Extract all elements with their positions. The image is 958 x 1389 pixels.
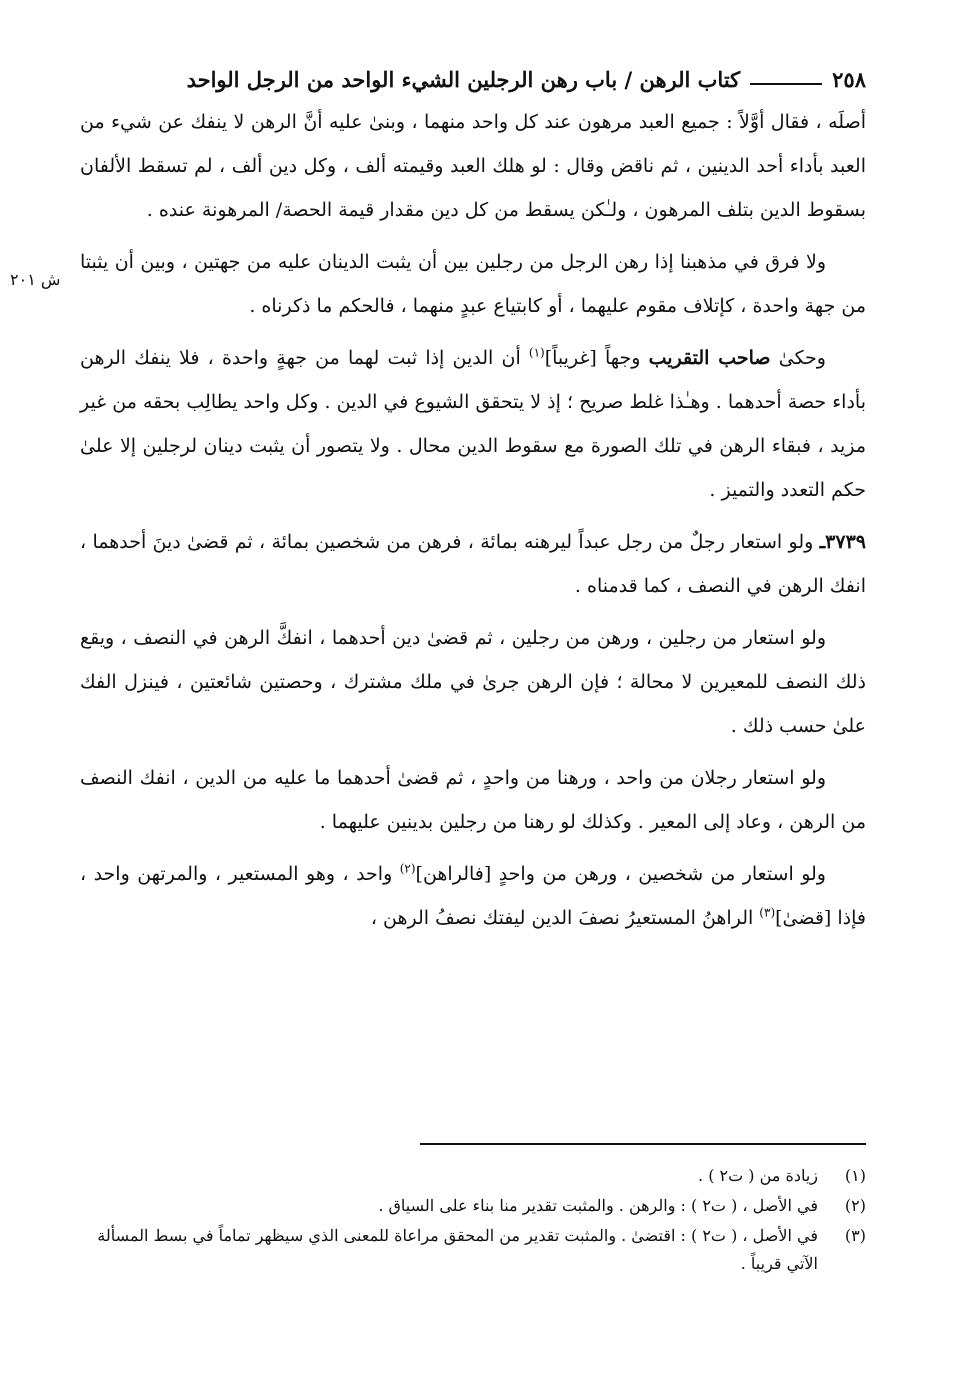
page-body: [80, 60, 866, 948]
paragraph-3: [80, 336, 866, 512]
paragraph-2: ولا فرق في مذهبنا إذا رهن الرجل من رجلين بين أن يثبت الدينان عليه من جهتين ، وبين أن يثبتا من جهة واحدة ، كإتلاف مقوم عليهما ، أو كابتياع عبدٍ منهما ، فالحكم ما ذكرناه .: [80, 251, 866, 317]
header-title: كتاب الرهن / باب رهن الرجلين الشيء الواحد من الرجل الواحد: [186, 67, 741, 92]
footnote-ref-3: (٣): [759, 905, 776, 920]
footnote-separator: [420, 1143, 866, 1145]
footnote-number: (٢): [844, 1196, 866, 1215]
paragraph-7: [80, 852, 866, 940]
footnote-number: (٣): [844, 1226, 866, 1245]
footnote-number: (١): [844, 1166, 866, 1185]
footnote-2: [80, 1192, 866, 1220]
footnote-3: [80, 1222, 866, 1278]
text-run: وحكىٰ: [770, 347, 826, 369]
footnotes: [80, 1162, 866, 1280]
footnote-ref-1: (١): [528, 345, 545, 360]
footnote-text: في الأصل ، ( ت٢ ) : والرهن . والمثبت تقدير منا بناء على السياق .: [378, 1196, 818, 1215]
footnote-1: [80, 1162, 866, 1190]
cited-author: صاحب التقريب: [648, 347, 771, 369]
paragraph-1: أصلَه ، فقال أوَّلاً : جميع العبد مرهون عند كل واحد منهما ، وبنىٰ عليه أنَّ الرهن لا ينفك عن شيء من العبد بأداء أحد الدينين ، ثم ناقض وقال : لو هلك العبد وقيمته ألف ، وكل دين ألف ، لم تسقط الألفان بسقوط الدين بتلف المرهون ، ولـٰكن يسقط من كل دين مقدار قيمة الحصة/ المرهونة عنده .: [80, 111, 866, 221]
paragraph-5: ولو استعار من رجلين ، ورهن من رجلين ، ثم قضىٰ دين أحدهما ، انفكَّ الرهن في النصف ، ويقع ذلك النصف للمعيرين لا محالة ؛ فإن الرهن جرىٰ في ملك مشترك ، وحصتين شائعتين ، فينزل الفك علىٰ حسب ذلك .: [80, 627, 866, 737]
text-run: الراهنُ المستعيرُ نصفَ الدين ليفتك نصفُ الرهن ،: [370, 907, 760, 929]
text-run: وجهاً [غريباً]: [544, 347, 649, 369]
text-run: ولو استعار من شخصين ، ورهن من واحدٍ [فالراهن]: [415, 863, 826, 885]
page-number: ٢٥٨: [832, 67, 866, 92]
paragraph-4: [80, 520, 866, 608]
running-header: [80, 60, 866, 100]
margin-folio-note: ش ٢٠١: [10, 270, 61, 289]
header-rule: [750, 83, 822, 85]
footnote-ref-2: (٢): [399, 861, 416, 876]
issue-number: ٣٧٣٩ـ: [819, 531, 866, 553]
paragraph-6: ولو استعار رجلان من واحد ، ورهنا من واحدٍ ، ثم قضىٰ أحدهما ما عليه من الدين ، انفك النصف من الرهن ، وعاد إلى المعير . وكذلك لو رهنا من رجلين بدينين عليهما .: [80, 767, 866, 833]
text-run: ولو استعار رجلٌ من رجل عبداً ليرهنه بمائة ، فرهن من شخصين بمائة ، ثم قضىٰ دينَ أحدهما ، انفك الرهن في النصف ، كما قدمناه .: [80, 531, 866, 597]
footnote-text: زيادة من ( ت٢ ) .: [698, 1166, 818, 1185]
text-run: أن الدين إذا ثبت لهما من جهةٍ واحدة ، فلا ينفك الرهن بأداء حصة أحدهما . وهـٰذا غلط صريح ؛ إذ لا يتحقق الشيوع في الدين . وكل واحد يطالِب بحقه من غير مزيد ، فبقاء الرهن في تلك الصورة مع سقوط الدين محال . ولا يتصور أن يثبت دينان لرجلين إلا علىٰ حكم التعدد والتميز .: [80, 347, 866, 501]
footnote-text: في الأصل ، ( ت٢ ) : اقتضىٰ . والمثبت تقدير من المحقق مراعاة للمعنى الذي سيظهر تماماً في بسط المسألة الآتي قريباً .: [97, 1226, 818, 1273]
text-run: واحد ، وهو المستعير ، والمرتهن واحد ، فإذا [قضىٰ]: [80, 863, 866, 929]
